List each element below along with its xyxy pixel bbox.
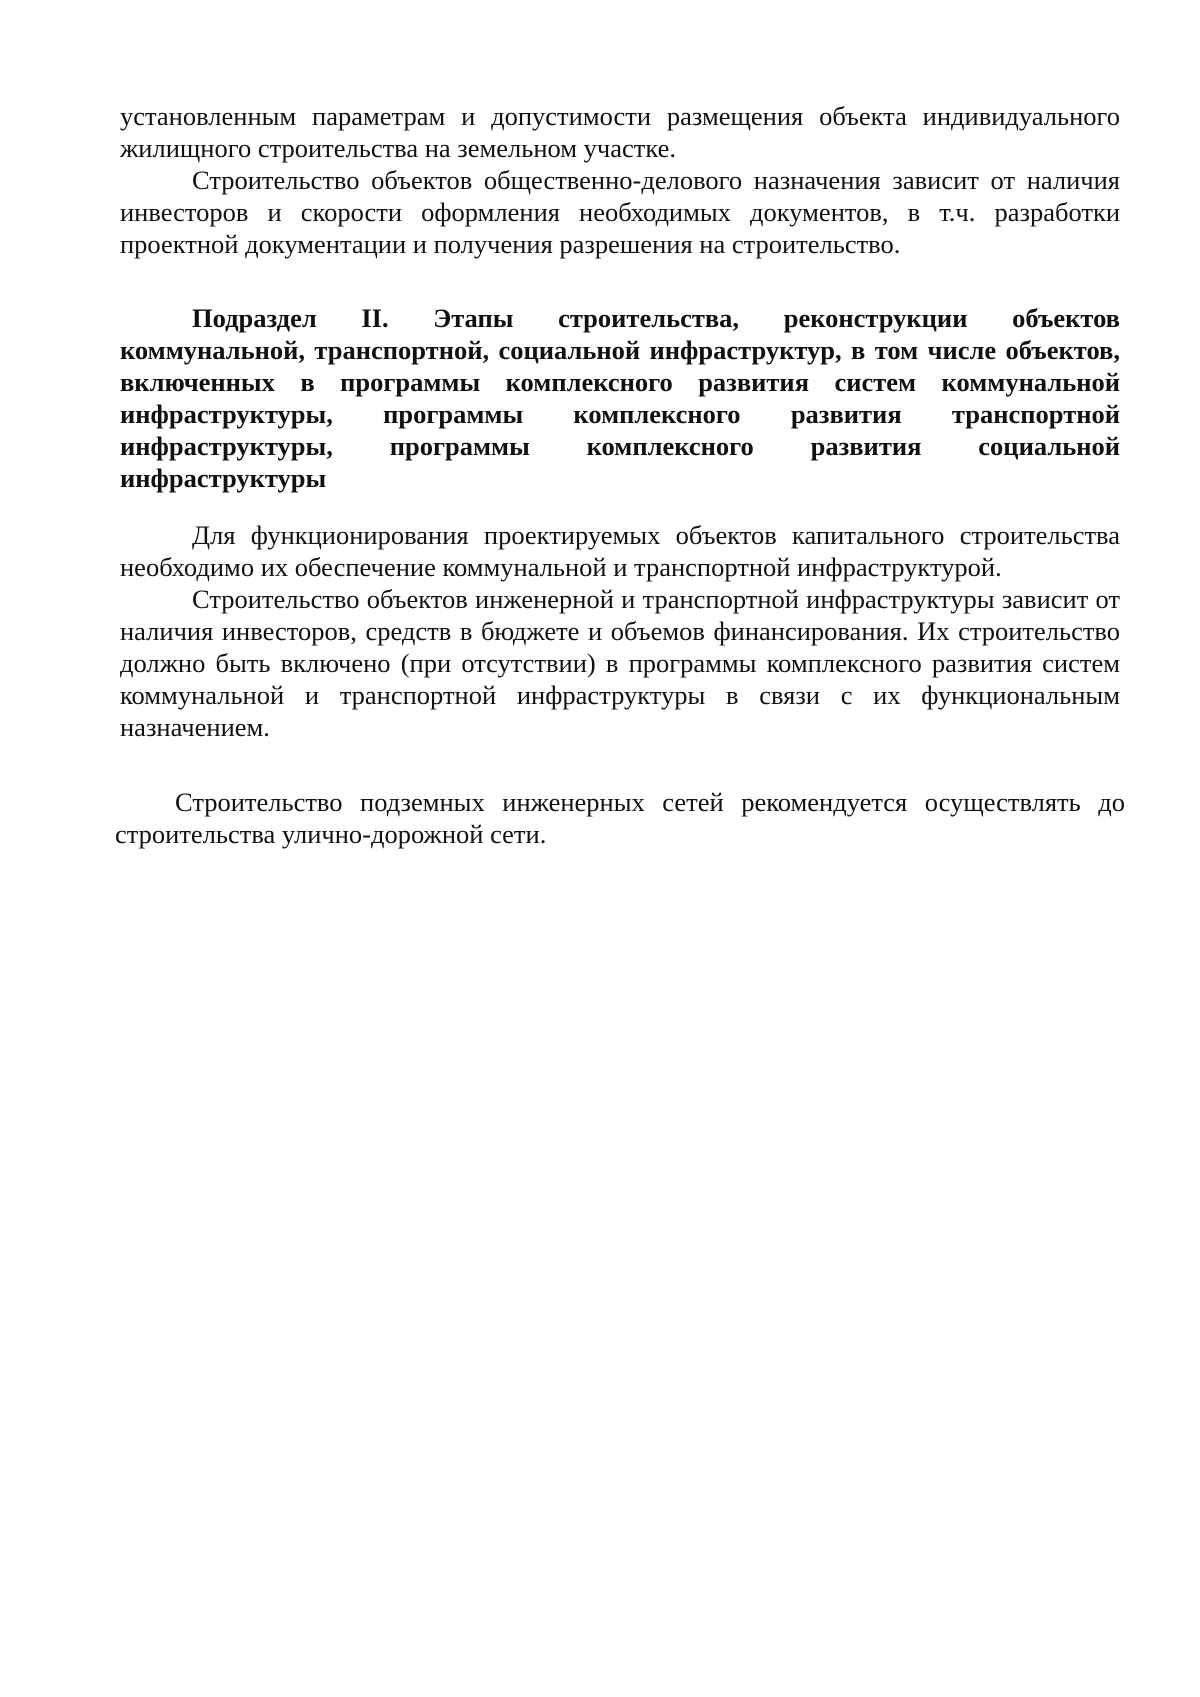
- subsection-heading-block: [120, 302, 1120, 494]
- infrastructure-text-block: [120, 519, 1120, 743]
- intro-text-block: [120, 100, 1120, 260]
- paragraph-continuation: установленным параметрам и допустимости размещения объекта индивидуального жилищного строительства на земельном участке.: [120, 101, 1120, 163]
- subsection-heading: Подраздел II. Этапы строительства, реконструкции объектов коммунальной, транспортной, социальной инфраструктур, в том числе объектов, включенных в программы комплексного развития систем коммунальной инфраструктуры, программы комплексного развития транспортной инфраструктуры, программы комплексного развития социальной инфраструктуры: [120, 303, 1120, 493]
- paragraph-infrastructure-need: Для функционирования проектируемых объектов капитального строительства необходимо их обеспечение коммунальной и транспортной инфраструктурой.: [120, 520, 1120, 582]
- paragraph-underground-networks: Строительство подземных инженерных сетей рекомендуется осуществлять до строительства улично-дорожной сети.: [115, 787, 1125, 849]
- paragraph-business-construction: Строительство объектов общественно-делового назначения зависит от наличия инвесторов и скорости оформления необходимых документов, в т.ч. разработки проектной документации и получения разрешения на строительство.: [120, 165, 1120, 259]
- paragraph-infrastructure-construction: Строительство объектов инженерной и транспортной инфраструктуры зависит от наличия инвесторов, средств в бюджете и объемов финансирования. Их строительство должно быть включено (при отсутствии) в программы комплексного развития систем коммунальной и транспортной инфраструктуры в связи с их функциональным назначением.: [120, 584, 1120, 742]
